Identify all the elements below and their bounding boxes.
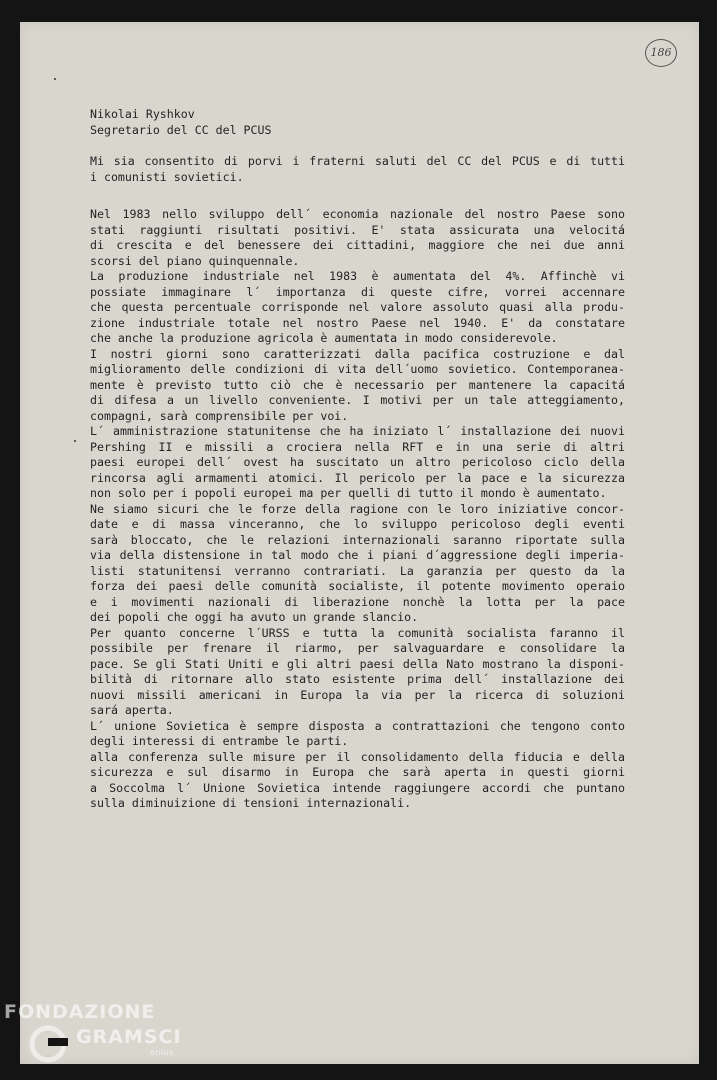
text-line: dei popoli che oggi ha avuto un grande slancio.	[90, 610, 419, 624]
text-line: a Soccolma l´ Unione Sovietica intende raggiungere accordi che puntano	[90, 780, 625, 795]
text-line: L´ amministrazione statunitense che ha iniziato l´ installazione dei nuovi	[90, 424, 625, 438]
text-line: di difesa a un livello conveniente. I motivi per un tale atteggiamento,	[90, 393, 625, 407]
ink-mark	[74, 440, 76, 442]
page-number-stamp: 186	[645, 39, 677, 67]
text-line: Ne siamo sicuri che le forze della ragione con le loro iniziative concor-	[90, 501, 625, 516]
fondazione-logo-icon	[28, 1024, 68, 1064]
text-line: miglioramento delle condizioni di vita dell´uomo sovietico. Contemporanea-	[90, 362, 625, 376]
watermark-row2	[4, 1024, 182, 1057]
text-line: compagni, sarà comprensibile per voi.	[90, 408, 349, 423]
ink-mark	[54, 78, 56, 80]
text-line: date e di massa vinceranno, che lo sviluppo pericoloso degli eventi	[90, 517, 625, 531]
text-line: sarà bloccato, che le relazioni internazionali saranno riportate sulla	[90, 532, 625, 547]
text-line: sará aperta.	[90, 703, 174, 717]
text-line: possibile per frenare il riarmo, per salvaguardare e consolidare la	[90, 641, 625, 655]
watermark-suffix: onlus	[150, 1048, 174, 1057]
text-line: pace. Se gli Stati Uniti e gli altri paesi della Nato mostrano la disponi-	[90, 656, 625, 671]
text-line: I nostri giorni sono caratterizzati dalla pacifica costruzione e dal	[90, 346, 625, 361]
greeting-paragraph	[90, 154, 625, 185]
letter-heading	[90, 107, 271, 138]
text-line: non solo per i popoli europei ma per quelli di tutto il mondo è aumentato.	[90, 486, 607, 500]
text-line: listi statunitensi verranno contrariati. La garanzia per questo da la	[90, 563, 625, 578]
document-page	[20, 22, 699, 1064]
text-line: Pershing II e missili a crociera nella RFT e in una serie di altri	[90, 439, 625, 454]
letter-body	[90, 207, 625, 812]
text-line: Per quanto concerne l´URSS e tutta la comunità socialista faranno il	[90, 625, 625, 640]
watermark-line2: GRAMSCI	[76, 1026, 182, 1048]
text-line: i comunisti sovietici.	[90, 169, 244, 184]
text-line: degli interessi di entrambe le parti.	[90, 734, 349, 748]
text-line: L´ unione Sovietica è sempre disposta a contrattazioni che tengono conto	[90, 718, 625, 733]
archive-watermark	[4, 1000, 182, 1057]
text-line: Mi sia consentito di porvi i fraterni saluti del CC del PCUS e di tutti	[90, 154, 625, 168]
text-line: rincorsa agli armamenti atomici. Il pericolo per la pace e la sicurezza	[90, 470, 625, 485]
text-line: via della distensione in tal modo che i piani d´aggressione degli imperia-	[90, 548, 625, 562]
text-line: alla conferenza sulle misure per il consolidamento della fiducia e della	[90, 749, 625, 764]
text-line: sicurezza e sul disarmo in Europa che sarà aperta in questi giorni	[90, 765, 625, 779]
text-line: bilità di ritornare allo stato esistente prima dell´ installazione dei	[90, 672, 625, 686]
text-line: possiate immaginare l´ importanza di queste cifre, vorrei accennare	[90, 284, 625, 299]
text-line: zione industriale totale nel nostro Paese nel 1940. E' da constatare	[90, 315, 625, 330]
text-line: e i movimenti nazionali di liberazione nonchè la lotta per la pace	[90, 594, 625, 609]
text-line: che anche la produzione agricola è aumentata in modo considerevole.	[90, 331, 558, 345]
text-line: La produzione industriale nel 1983 è aumentata del 4%. Affinchè vi	[90, 269, 625, 283]
text-line: Nel 1983 nello sviluppo dell´ economia nazionale del nostro Paese sono	[90, 207, 625, 221]
watermark-line1: FONDAZIONE	[4, 1001, 156, 1023]
text-line: mente è previsto tutto ciò che è necessario per mantenere la capacitá	[90, 377, 625, 392]
text-line: di crescita e del benessere dei cittadini, maggiore che nei due anni	[90, 238, 625, 252]
text-line: stati raggiunti risultati positivi. E' stata assicurata una velocitá	[90, 222, 625, 237]
author-role: Segretario del CC del PCUS	[90, 122, 272, 137]
author-name: Nikolai Ryshkov	[90, 107, 195, 121]
text-line: sulla diminuizione di tensioni internazionali.	[90, 796, 412, 810]
text-line: che questa percentuale corrisponde nel valore assoluto quasi alla produ-	[90, 300, 625, 314]
text-line: forza dei paesi delle comunità socialiste, il potente movimento operaio	[90, 579, 625, 593]
text-line: nuovi missili americani in Europa la via per la ricerca di soluzioni	[90, 687, 625, 702]
text-line: paesi europei dell´ ovest ha suscitato un altro pericoloso ciclo della	[90, 455, 625, 469]
text-line: scorsi del piano quinquennale.	[90, 253, 300, 268]
